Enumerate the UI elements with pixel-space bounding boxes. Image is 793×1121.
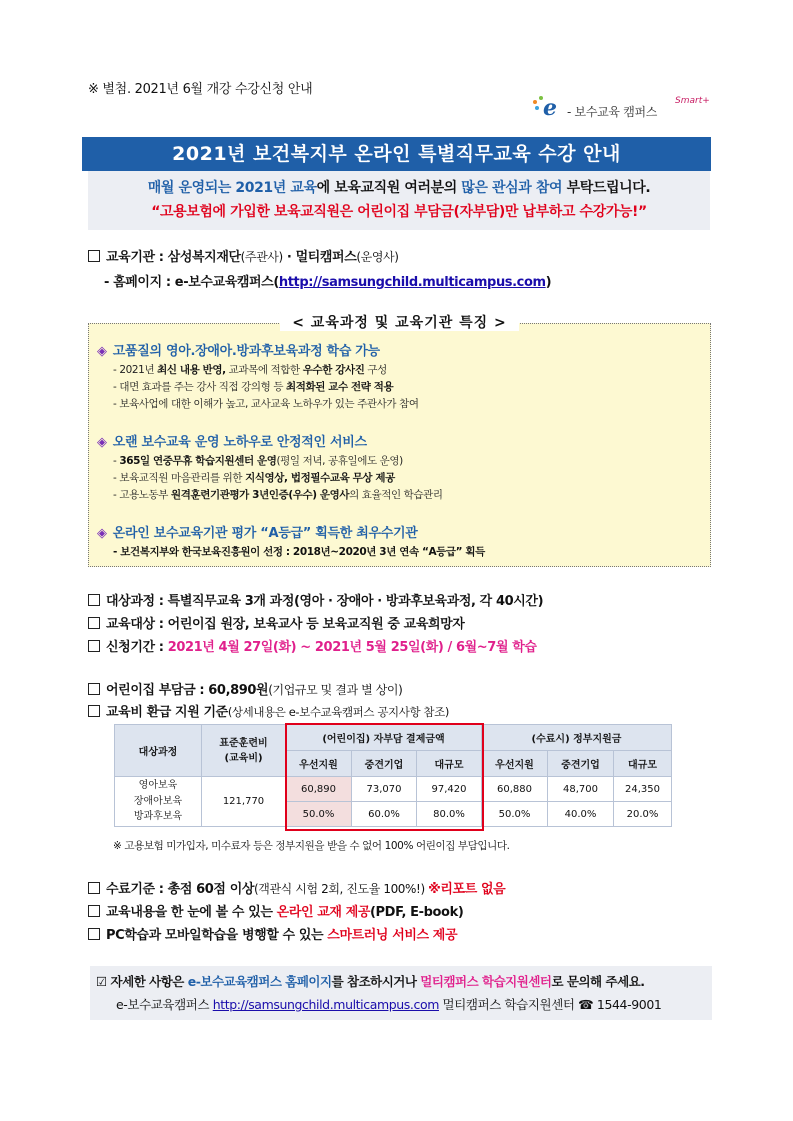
diamond-icon: ◈ [97, 344, 107, 359]
sub-header: 우선지원 [286, 751, 352, 777]
text-run: 많은 관심과 참여 [461, 180, 563, 196]
completion-no-report: ※리포트 없음 [428, 882, 506, 897]
homepage-row [104, 271, 551, 290]
checkbox-icon [88, 882, 100, 894]
sub-header: 대규모 [614, 751, 672, 777]
text-run: - 대면 효과를 주는 강사 직접 강의형 등 [113, 381, 287, 393]
checkbox-icon [88, 594, 100, 606]
text-run: - 보육사업에 대한 이해가 높고, 교사교육 노하우가 있는 주관사가 참여 [113, 398, 419, 410]
text-run: 의 효율적인 학습관리 [349, 489, 443, 501]
text-run: 우수한 강사진 [302, 364, 365, 376]
feature-heading-text: 오랜 보수교육 운영 노하우로 안정적인 서비스 [112, 435, 367, 450]
feature-heading-text: 고품질의 영아.장애아.방과후보육과정 학습 가능 [112, 344, 380, 359]
sub-header: 우선지원 [482, 751, 548, 777]
checkbox-icon [88, 683, 100, 695]
target-course-row [88, 590, 543, 609]
header-course: 대상과정 [115, 725, 202, 777]
amount-cell: 60,880 [482, 777, 548, 802]
refund-note: (상세내용은 e-보수교육캠퍼스 공지사항 참조) [227, 705, 449, 719]
footer-site-label: e-보수교육캠퍼스 [116, 997, 213, 1012]
audience-row [88, 613, 464, 632]
period-row [88, 636, 537, 655]
text-run: 구성 [364, 364, 387, 376]
footer-contact-box [90, 966, 712, 1020]
text-run: 로 문의해 주세요. [551, 974, 645, 989]
rate-cell: 20.0% [614, 802, 672, 827]
completion-note: (객관식 시험 2회, 진도율 100%!) [254, 882, 429, 896]
amount-cell: 97,420 [417, 777, 482, 802]
self-pay-highlight-box [285, 723, 484, 831]
checkbox-icon [88, 617, 100, 629]
institution-row [88, 246, 399, 265]
diamond-icon: ◈ [97, 526, 107, 541]
text-run: 최적화된 교수 전략 적용 [286, 381, 394, 393]
course-names: 영아보육 장애아보육 방과후보육 [115, 777, 202, 827]
amount-cell: 73,070 [352, 777, 417, 802]
amount-cell: 24,350 [614, 777, 672, 802]
features-title-text: < 교육과정 및 교육기관 특징 > [280, 315, 519, 331]
text-run: 원격훈련기관평가 3년인증(우수) 운영사 [170, 489, 350, 501]
textbook-row [88, 901, 463, 920]
text-run: - 2021년 [113, 364, 158, 376]
footer-line-1 [96, 972, 644, 990]
text-run: 부탁드립니다. [562, 180, 651, 196]
refund-label: 교육비 환급 지원 기준 [106, 705, 228, 720]
feature-heading-3 [97, 522, 418, 541]
header-gov-support: (수료시) 정부지원금 [482, 725, 672, 751]
checkbox-icon [88, 640, 100, 652]
feature-line [113, 396, 419, 411]
std-fee-value: 121,770 [202, 777, 286, 827]
text-run: 를 참조하시거나 [331, 974, 421, 989]
text-run: 매월 운영되는 2021년 교육 [147, 180, 317, 196]
text-run: ☑ 자세한 사항은 [96, 974, 188, 989]
mobile-pre: PC학습과 모바일학습을 병행할 수 있는 [106, 928, 328, 943]
feature-line [113, 544, 485, 559]
logo-e: e [543, 95, 557, 121]
institution-operator: (운영사) [356, 250, 399, 264]
text-run: - 보육교직원 마음관리를 위한 [113, 472, 246, 484]
footer-phone: 1544-9001 [593, 997, 662, 1012]
homepage-close: ) [545, 275, 552, 290]
burden-note: (기업규모 및 결과 별 상이) [268, 683, 403, 697]
amount-cell: 60,890 [286, 777, 352, 802]
text-run: - 보건복지부와 한국보육진흥원이 선정 : 2018년~2020년 3년 연속 “A등급” 획득 [113, 546, 485, 558]
completion-label: 수료기준 : 총점 60점 이상 [106, 882, 255, 897]
checkbox-icon [88, 905, 100, 917]
feature-heading-text: 온라인 보수교육기관 평가 “A등급” 획득한 최우수기관 [112, 526, 418, 541]
mobile-row [88, 924, 457, 943]
institution-mid: · 멀티캠퍼스 [282, 250, 357, 265]
diamond-icon: ◈ [97, 435, 107, 450]
table-note: ※ 고용보험 미가입자, 미수료자 등은 정부지원을 받을 수 없어 100% 어린이집 부담입니다. [113, 840, 510, 852]
audience-text: 교육대상 : 어린이집 원장, 보육교사 등 보육교직원 중 교육희망자 [106, 617, 465, 632]
feature-line [113, 487, 443, 502]
feature-line [113, 470, 395, 485]
intro-line-1 [88, 177, 710, 197]
campus-logo [533, 95, 713, 124]
rate-cell: 80.0% [417, 802, 482, 827]
checkbox-icon [88, 928, 100, 940]
text-run: - [113, 455, 120, 467]
logo-text: - 보수교육 캠퍼스 [567, 105, 658, 119]
burden-row [88, 679, 402, 698]
text-run: 교과목에 적합한 [225, 364, 303, 376]
attachment-note: ※ 별첨. 2021년 6월 개강 수강신청 안내 [88, 82, 313, 97]
period-value: 2021년 4월 27일(화) ~ 2021년 5월 25일(화) / 6월~7월 학습 [167, 640, 537, 655]
homepage-link[interactable]: http://samsungchild.multicampus.com [278, 275, 546, 290]
footer-center-label: 멀티캠퍼스 학습지원센터 [438, 997, 579, 1012]
sub-header: 중견기업 [352, 751, 417, 777]
header-std-fee: 표준훈련비 (교육비) [202, 725, 286, 777]
text-run: (평일 저녁, 공휴일에도 운영) [276, 455, 403, 467]
textbook-post: (PDF, E-book) [370, 905, 464, 920]
homepage-label: - 홈페이지 : e-보수교육캠퍼스( [104, 275, 279, 290]
intro-box [88, 171, 710, 230]
text-run: 365일 연중무휴 학습지원센터 운영 [119, 455, 277, 467]
mobile-highlight: 스마트러닝 서비스 제공 [327, 928, 458, 943]
text-run: - 고용노동부 [113, 489, 171, 501]
features-box [88, 323, 711, 567]
institution-host: (주관사) [240, 250, 283, 264]
rate-cell: 60.0% [352, 802, 417, 827]
checkbox-icon [88, 250, 100, 262]
feature-line [113, 453, 403, 468]
intro-line-2: “고용보험에 가입한 보육교직원은 어린이집 부담금(자부담)만 납부하고 수강가능!” [151, 204, 647, 220]
feature-heading-2 [97, 431, 367, 450]
text-run: 멀티캠퍼스 학습지원센터 [420, 974, 552, 989]
header-self-pay: (어린이집) 자부담 결제금액 [286, 725, 482, 751]
text-run: e-보수교육캠퍼스 홈페이지 [187, 974, 332, 989]
sub-header: 대규모 [417, 751, 482, 777]
logo-smart: Smart+ [675, 96, 710, 106]
textbook-pre: 교육내용을 한 눈에 볼 수 있는 [106, 905, 277, 920]
text-run: 지식영상, 법정필수교육 무상 제공 [245, 472, 395, 484]
textbook-highlight: 온라인 교재 제공 [276, 905, 371, 920]
burden-label: 어린이집 부담금 : 60,890원 [106, 683, 269, 698]
phone-icon: ☎ [578, 997, 594, 1012]
features-title [88, 312, 711, 332]
completion-row [88, 878, 505, 897]
footer-line-2 [116, 995, 661, 1013]
institution-label: 교육기관 : 삼성복지재단 [106, 250, 241, 265]
text-run: 에 보육교직원 여러분의 [316, 180, 462, 196]
amount-cell: 48,700 [548, 777, 614, 802]
period-label: 신청기간 : [106, 640, 168, 655]
footer-link[interactable]: http://samsungchild.multicampus.com [212, 997, 439, 1012]
checkbox-icon [88, 705, 100, 717]
text-run: 최신 내용 반영, [157, 364, 226, 376]
page-title: 2021년 보건복지부 온라인 특별직무교육 수강 안내 [82, 137, 711, 171]
feature-line [113, 362, 387, 377]
rate-cell: 50.0% [482, 802, 548, 827]
sub-header: 중견기업 [548, 751, 614, 777]
feature-heading-1 [97, 340, 380, 359]
rate-cell: 40.0% [548, 802, 614, 827]
rate-cell: 50.0% [286, 802, 352, 827]
refund-row [88, 701, 449, 720]
feature-line [113, 379, 393, 394]
target-course-text: 대상과정 : 특별직무교육 3개 과정(영아 · 장애아 · 방과후보육과정, 각 40시간) [106, 594, 544, 609]
